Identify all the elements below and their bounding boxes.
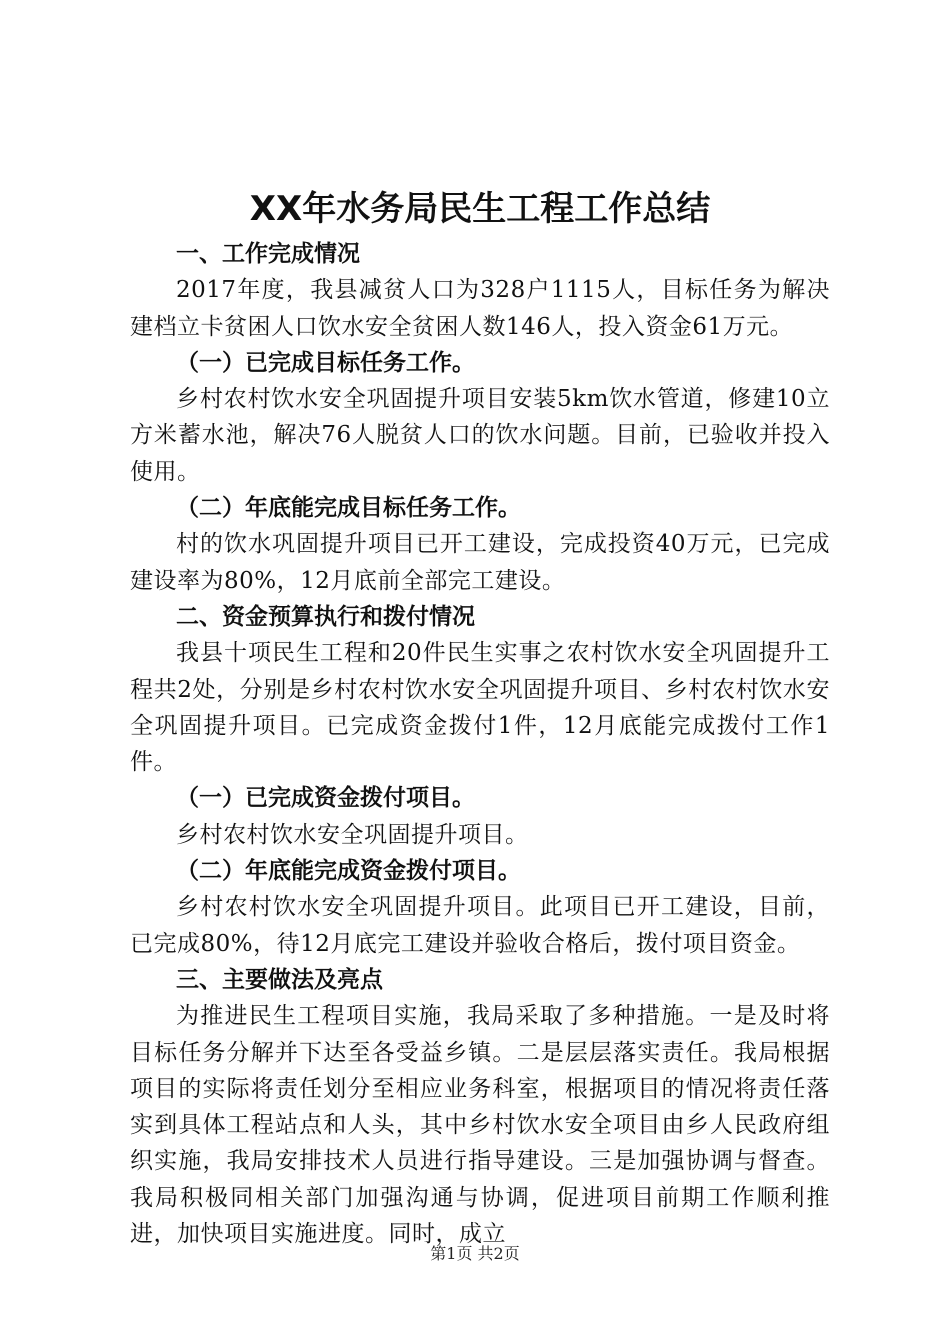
paragraph: 乡村农村饮水安全巩固提升项目。 [176, 821, 529, 848]
subsection-heading: （二）年底能完成目标任务工作。 [176, 495, 521, 522]
paragraph: 乡村农村饮水安全巩固提升项目安装5km饮水管道，修建10立方米蓄水池，解决76人脱贫人口的饮水问题。目前，已验收并投入使用。 [130, 386, 830, 485]
document-body [130, 236, 830, 1252]
subsection-heading: （一）已完成目标任务工作。 [176, 349, 475, 376]
paragraph: 村的饮水巩固提升项目已开工建设，完成投资40万元，已完成建设率为80%，12月底前全部完工建设。 [130, 531, 830, 594]
section-heading-1: 一、工作完成情况 [176, 241, 360, 267]
subsection-heading: （一）已完成资金拨付项目。 [176, 785, 475, 812]
page-footer: 第1页 共2页 [430, 1244, 520, 1263]
section-heading-3: 三、主要做法及亮点 [176, 966, 383, 993]
section-heading-2: 二、资金预算执行和拨付情况 [176, 603, 475, 630]
document-title: XX年水务局民生工程工作总结 [249, 189, 711, 229]
subsection-heading: （二）年底能完成资金拨付项目。 [176, 858, 521, 885]
paragraph: 为推进民生工程项目实施，我局采取了多种措施。一是及时将目标任务分解并下达至各受益乡镇。二是层层落实责任。我局根据项目的实际将责任划分至相应业务科室，根据项目的情况将责任落实到具体工程站点和人头，其中乡村饮水安全项目由乡人民政府组织实施，我局安排技术人员进行指导建设。三是加强协调与督查。我局积极同相关部门加强沟通与协调，促进项目前期工作顺利推进，加快项目实施进度。同时，成立 [130, 1003, 830, 1248]
paragraph: 乡村农村饮水安全巩固提升项目。此项目已开工建设，目前，已完成80%，待12月底完工建设并验收合格后，拨付项目资金。 [130, 894, 830, 957]
paragraph: 我县十项民生工程和20件民生实事之农村饮水安全巩固提升工程共2处，分别是乡村农村饮水安全巩固提升项目、乡村农村饮水安全巩固提升项目。已完成资金拨付1件，12月底能完成拨付工作1件。 [130, 640, 830, 776]
paragraph: 2017年度，我县减贫人口为328户1115人，目标任务为解决建档立卡贫困人口饮水安全贫困人数146人，投入资金61万元。 [130, 277, 830, 340]
